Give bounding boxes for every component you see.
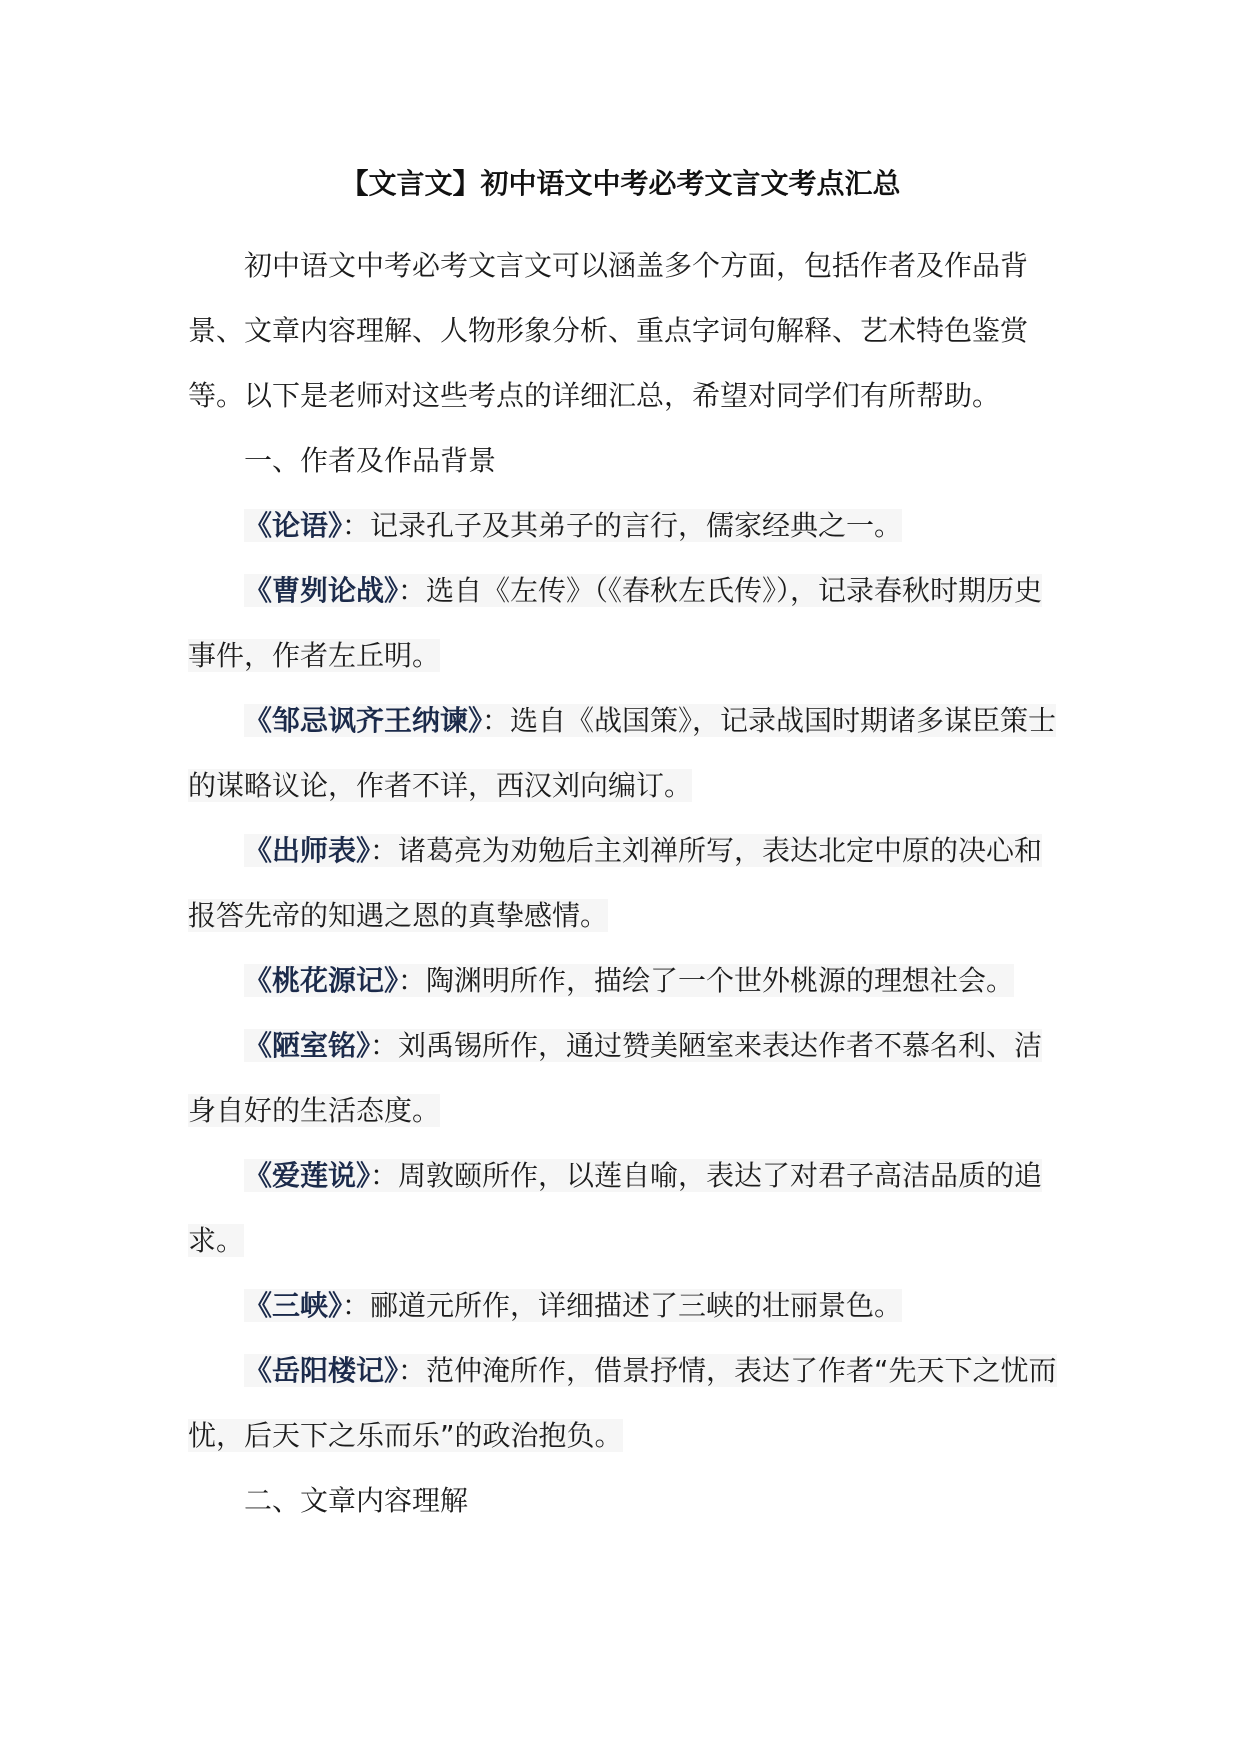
work-description: ：刘禹锡所作，通过赞美陋室来表达作者不慕名利、洁身自好的生活态度。: [188, 1029, 1043, 1127]
work-item: [188, 948, 1058, 1013]
work-description: ：选自《战国策》，记录战国时期诸多谋臣策士的谋略议论，作者不详，西汉刘向编订。: [188, 704, 1057, 802]
work-item: [188, 1143, 1058, 1273]
work-item: [188, 493, 1058, 558]
work-title: 《论语》: [244, 509, 343, 542]
work-title: 《三峡》: [244, 1289, 343, 1322]
work-title: 《出师表》: [244, 834, 371, 867]
work-item: [188, 1338, 1058, 1468]
work-description: ：诸葛亮为劝勉后主刘禅所写，表达北定中原的决心和报答先帝的知遇之恩的真挚感情。: [188, 834, 1043, 932]
work-description: ：记录孔子及其弟子的言行，儒家经典之一。: [342, 509, 903, 542]
work-item: [188, 1013, 1058, 1143]
work-title: 《桃花源记》: [244, 964, 399, 997]
work-title: 《岳阳楼记》: [244, 1354, 399, 1387]
work-title: 《爱莲说》: [244, 1159, 371, 1192]
work-title: 《陋室铭》: [244, 1029, 371, 1062]
work-description: ：周敦颐所作，以莲自喻，表达了对君子高洁品质的追求。: [188, 1159, 1043, 1257]
work-title: 《邹忌讽齐王纳谏》: [244, 704, 483, 737]
work-title: 《曹刿论战》: [244, 574, 399, 607]
document-body: [188, 233, 1058, 1533]
work-description: ：范仲淹所作，借景抒情，表达了作者“先天下之忧而忧，后天下之乐而乐”的政治抱负。: [188, 1354, 1057, 1452]
intro-paragraph: 初中语文中考必考文言文可以涵盖多个方面，包括作者及作品背景、文章内容理解、人物形象分析、重点字词句解释、艺术特色鉴赏等。以下是老师对这些考点的详细汇总，希望对同学们有所帮助。: [188, 249, 1029, 412]
work-item: [188, 1273, 1058, 1338]
work-item: [188, 688, 1058, 818]
work-description: ：郦道元所作，详细描述了三峡的壮丽景色。: [342, 1289, 903, 1322]
work-item: [188, 558, 1058, 688]
page-title: 【文言文】初中语文中考必考文言文考点汇总: [340, 167, 901, 200]
section-heading-2: 二、文章内容理解: [244, 1484, 469, 1517]
section-heading-1: 一、作者及作品背景: [244, 444, 497, 477]
work-item: [188, 818, 1058, 948]
work-description: ：选自《左传》（《春秋左氏传》），记录春秋时期历史事件，作者左丘明。: [188, 574, 1043, 672]
work-description: ：陶渊明所作，描绘了一个世外桃源的理想社会。: [398, 964, 1015, 997]
